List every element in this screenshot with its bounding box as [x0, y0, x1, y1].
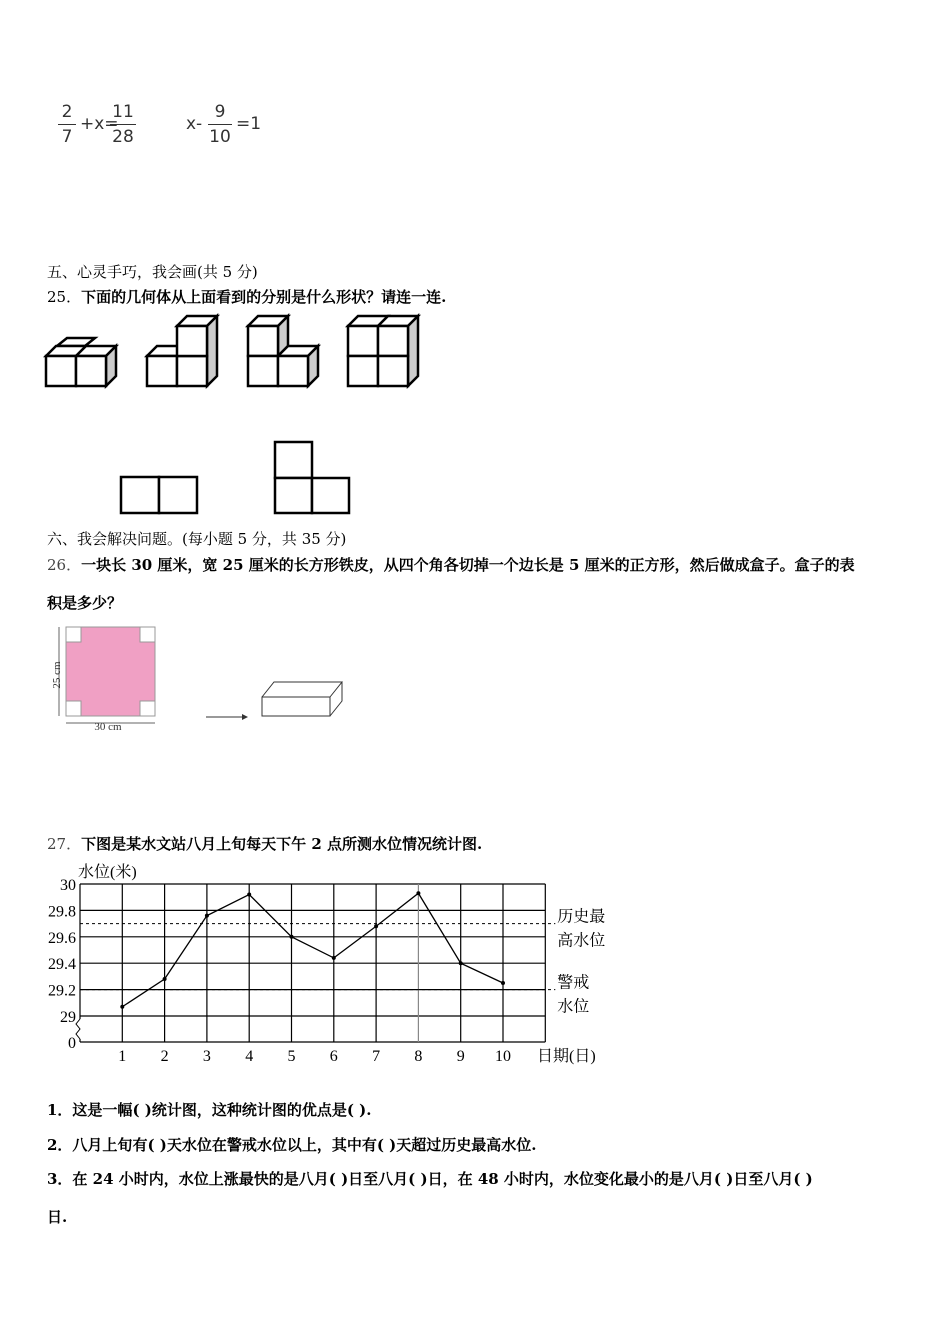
x-tick-label: 9 — [456, 1048, 465, 1065]
top-view-1 — [121, 477, 197, 513]
x-tick-label: 10 — [495, 1048, 511, 1065]
section-title: 五、心灵手巧，我会画(共 5 分) — [47, 263, 258, 281]
question-text: 积是多少？ — [47, 594, 123, 612]
question-number: 27． — [47, 835, 82, 853]
question-26 — [47, 554, 855, 575]
data-point — [332, 956, 336, 960]
x-tick-label: 8 — [414, 1048, 423, 1065]
cube-figures — [0, 0, 950, 530]
y-tick-label: 0 — [68, 1035, 76, 1052]
denominator: 28 — [112, 127, 134, 147]
section-title: 六、我会解决问题。(每小题 5 分，共 35 分) — [47, 530, 347, 548]
question-text: 下面的几何体从上面看到的分别是什么形状？请连一连. — [81, 288, 447, 306]
question-number: 26． — [47, 556, 82, 574]
x-tick-label: 1 — [118, 1048, 127, 1065]
y-tick-label: 29.2 — [48, 982, 76, 1000]
question-text: 一块长 30 厘米，宽 25 厘米的长方形铁皮，从四个角各切掉一个边长是 5 厘米的正方形，然后做成盒子。盒子的表 — [81, 556, 855, 574]
question-27 — [47, 833, 482, 854]
data-point — [247, 893, 251, 897]
y-tick-label: 29.4 — [48, 956, 76, 974]
sub-question-3: 3．在 24 小时内，水位上涨最快的是八月( )日至八月( )日，在 48 小时内，水位变化最小的是八月( )日至八月( ) — [47, 1170, 813, 1188]
data-point — [290, 935, 294, 939]
data-point — [120, 1005, 124, 1009]
x-tick-label: 3 — [202, 1048, 211, 1065]
question-number: 25． — [47, 288, 82, 306]
x-axis-label: 日期(日) — [537, 1048, 596, 1065]
data-point — [163, 977, 167, 981]
denominator: 7 — [61, 127, 73, 147]
reference-label: 历史最 — [557, 908, 606, 926]
y-tick-label: 29.8 — [48, 903, 76, 921]
height-label: 25 cm — [51, 661, 63, 689]
reference-label: 高水位 — [557, 932, 606, 950]
solid-1 — [46, 338, 116, 386]
solid-3 — [248, 316, 318, 386]
question-text: 下图是某水文站八月上旬每天下午 2 点所测水位情况统计图. — [81, 835, 483, 853]
solid-4 — [348, 316, 418, 386]
equation-text: =1 — [236, 114, 262, 134]
denominator: 10 — [209, 127, 231, 147]
reference-label: 警戒 — [557, 974, 590, 992]
sub-question-1: 1．这是一幅( )统计图，这种统计图的优点是( ). — [47, 1101, 372, 1119]
x-tick-label: 7 — [372, 1048, 381, 1065]
data-point — [374, 924, 378, 928]
box-shape — [262, 682, 342, 716]
data-point — [205, 914, 209, 918]
solid-2 — [147, 316, 217, 386]
data-point — [459, 961, 463, 965]
y-tick-label: 29.6 — [48, 929, 76, 947]
top-view-2 — [275, 442, 349, 513]
data-point — [501, 981, 505, 985]
equation-text: x- — [186, 114, 203, 134]
y-tick-label: 29 — [60, 1009, 76, 1026]
arrow-icon — [206, 714, 248, 720]
equation-text: +x= — [80, 114, 119, 134]
water-level-chart — [40, 855, 610, 1070]
axis-break-icon — [76, 1019, 80, 1039]
reference-label: 水位 — [557, 998, 590, 1016]
sub-question-3-cont: 日. — [47, 1208, 68, 1226]
x-tick-label: 5 — [287, 1048, 296, 1065]
data-point — [416, 891, 420, 895]
sub-question-2: 2．八月上旬有( )天水位在警戒水位以上，其中有( )天超过历史最高水位. — [47, 1136, 537, 1154]
y-axis-label: 水位(米) — [78, 864, 137, 881]
numerator: 9 — [214, 102, 226, 122]
numerator: 2 — [61, 102, 73, 122]
x-tick-label: 2 — [160, 1048, 169, 1065]
box-figure — [40, 615, 360, 740]
x-tick-label: 6 — [329, 1048, 338, 1065]
numerator: 11 — [112, 102, 134, 122]
width-label: 30 cm — [94, 721, 122, 733]
x-tick-label: 4 — [245, 1048, 254, 1065]
y-tick-label: 30 — [60, 877, 76, 894]
